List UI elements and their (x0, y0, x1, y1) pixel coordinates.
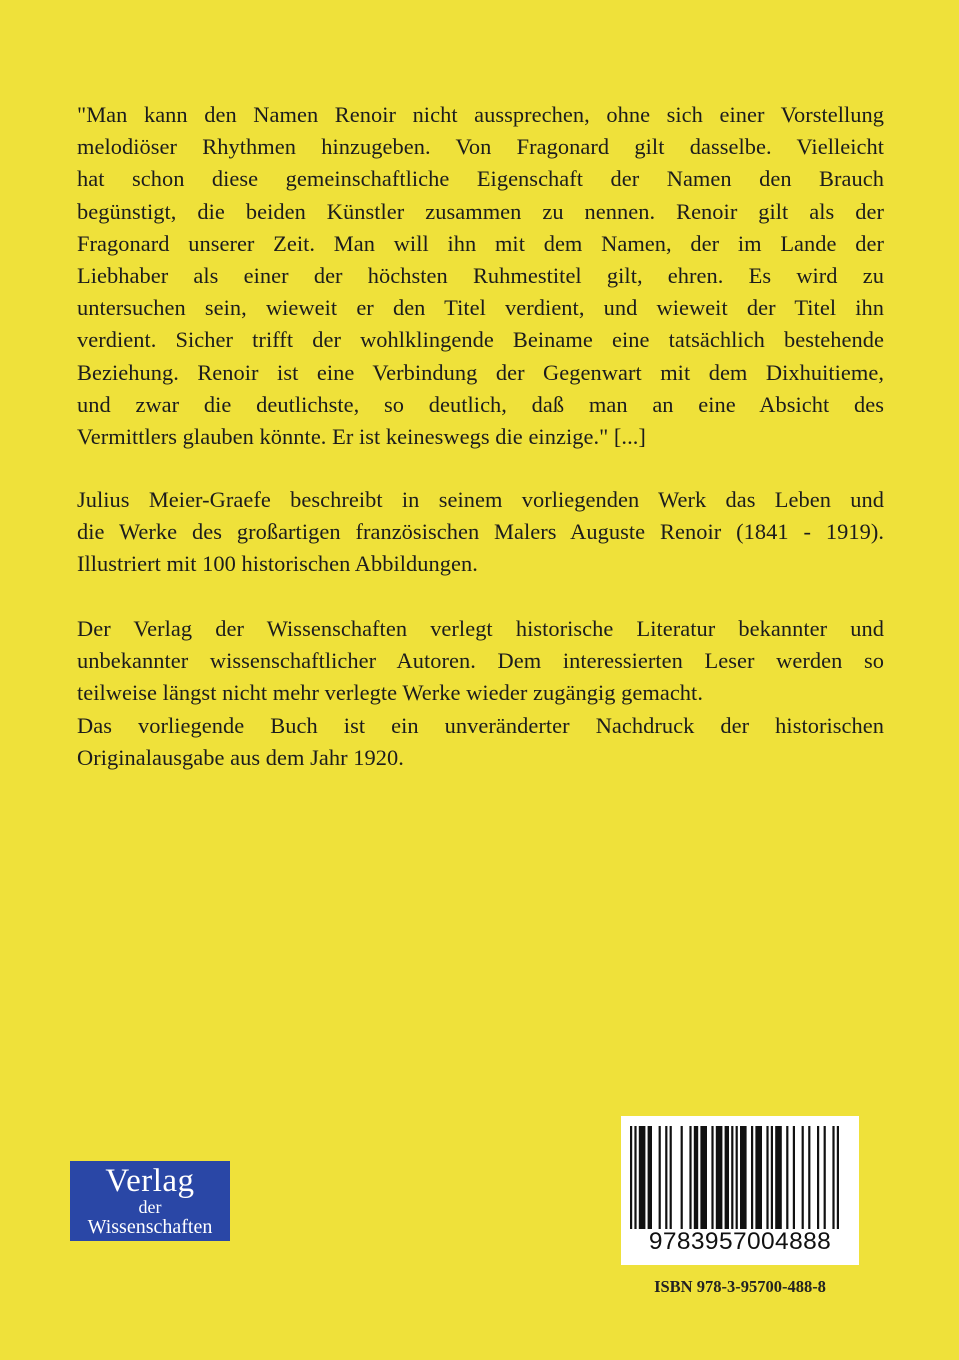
barcode-bar (817, 1126, 819, 1229)
quote-line: und zwar die deutlichste, so deutlich, daß man an eine Absicht des (77, 391, 884, 417)
quote-line: hat schon diese gemeinschaftliche Eigenschaft der Namen den Brauch (77, 166, 884, 192)
barcode (621, 1116, 859, 1265)
description-line: Julius Meier-Graefe beschreibt in seinem vorliegenden Werk das Leben und (77, 487, 884, 512)
quote-line: melodiöser Rhythmen hinzugeben. Von Fragonard gilt dasselbe. Vielleicht (77, 134, 884, 160)
logo-line-verlag: Verlag (105, 1163, 195, 1199)
description-line: die Werke des großartigen französischen Malers Auguste Renoir (1841 - 1919). (77, 519, 884, 545)
quote-line: Beziehung. Renoir ist eine Verbindung der Gegenwart mit dem Dixhuitieme, (77, 359, 884, 385)
barcode-bar (665, 1126, 667, 1229)
publisher-line: teilweise längst nicht mehr verlegte Werke wieder zugängig gemacht. (77, 680, 703, 706)
quote-line: Liebhaber als einer der höchsten Ruhmestitel gilt, ehren. Es wird zu (77, 263, 884, 289)
barcode-bar (802, 1126, 804, 1229)
barcode-bar (700, 1126, 707, 1229)
logo-line-wissenschaften: Wissenschaften (87, 1216, 213, 1238)
barcode-bar (775, 1126, 782, 1229)
barcode-bar (736, 1126, 738, 1229)
barcode-bar (694, 1126, 698, 1229)
barcode-bar (808, 1126, 810, 1229)
publisher-line: Originalausgabe aus dem Jahr 1920. (77, 744, 404, 770)
quote-line: Vermittlers glauben könnte. Er ist keineswegs die einzige." [...] (77, 424, 646, 450)
logo-line-der: der (138, 1197, 162, 1217)
quote-line: begünstigt, die beiden Künstler zusammen zu nennen. Renoir gilt als der (77, 198, 884, 224)
barcode-bar (725, 1126, 729, 1229)
description-paragraph (77, 484, 884, 581)
barcode-digits: 9783957004888 (648, 1228, 832, 1255)
barcode-bar (832, 1126, 834, 1229)
quote-paragraph (77, 99, 884, 453)
barcode-bar (771, 1126, 773, 1229)
description-line: Illustriert mit 100 historischen Abbildungen. (77, 551, 478, 577)
barcode-bar (711, 1126, 713, 1229)
publisher-line: unbekannter wissenschaftlicher Autoren. Dem interessierten Leser werden so (77, 648, 884, 674)
publisher-logo (70, 1161, 230, 1241)
barcode-bar (786, 1126, 788, 1229)
barcode-bar (659, 1126, 661, 1229)
barcode-bar (766, 1126, 768, 1229)
barcode-bar (751, 1126, 753, 1229)
barcode-bar (755, 1126, 762, 1229)
barcode-bar (670, 1126, 672, 1229)
barcode-bar (793, 1126, 795, 1229)
barcode-bar (716, 1126, 723, 1229)
quote-line: "Man kann den Namen Renoir nicht aussprechen, ohne sich einer Vorstellung (77, 102, 884, 127)
quote-line: untersuchen sein, wieweit er den Titel verdient, und wieweit der Titel ihn (77, 295, 884, 321)
barcode-bar (639, 1126, 646, 1229)
barcode-bar (740, 1126, 747, 1229)
quote-line: verdient. Sicher trifft der wohlklingende Beiname eine tatsächlich bestehende (77, 327, 884, 353)
barcode-bar (681, 1126, 683, 1229)
publisher-paragraph (77, 613, 884, 774)
quote-line: Fragonard unserer Zeit. Man will ihn mit dem Namen, der im Lande der (77, 230, 884, 256)
barcode-bar (731, 1126, 733, 1229)
barcode-bar (824, 1126, 826, 1229)
isbn-label: ISBN 978-3-95700-488-8 (654, 1277, 826, 1296)
barcode-bar (837, 1126, 839, 1229)
barcode-bar (634, 1126, 636, 1229)
publisher-line: Der Verlag der Wissenschaften verlegt historische Literatur bekannter und (77, 616, 884, 641)
barcode-bar (630, 1126, 632, 1229)
barcode-bar (689, 1126, 691, 1229)
publisher-line: Das vorliegende Buch ist ein unveränderter Nachdruck der historischen (77, 712, 884, 738)
barcode-bar (648, 1126, 652, 1229)
